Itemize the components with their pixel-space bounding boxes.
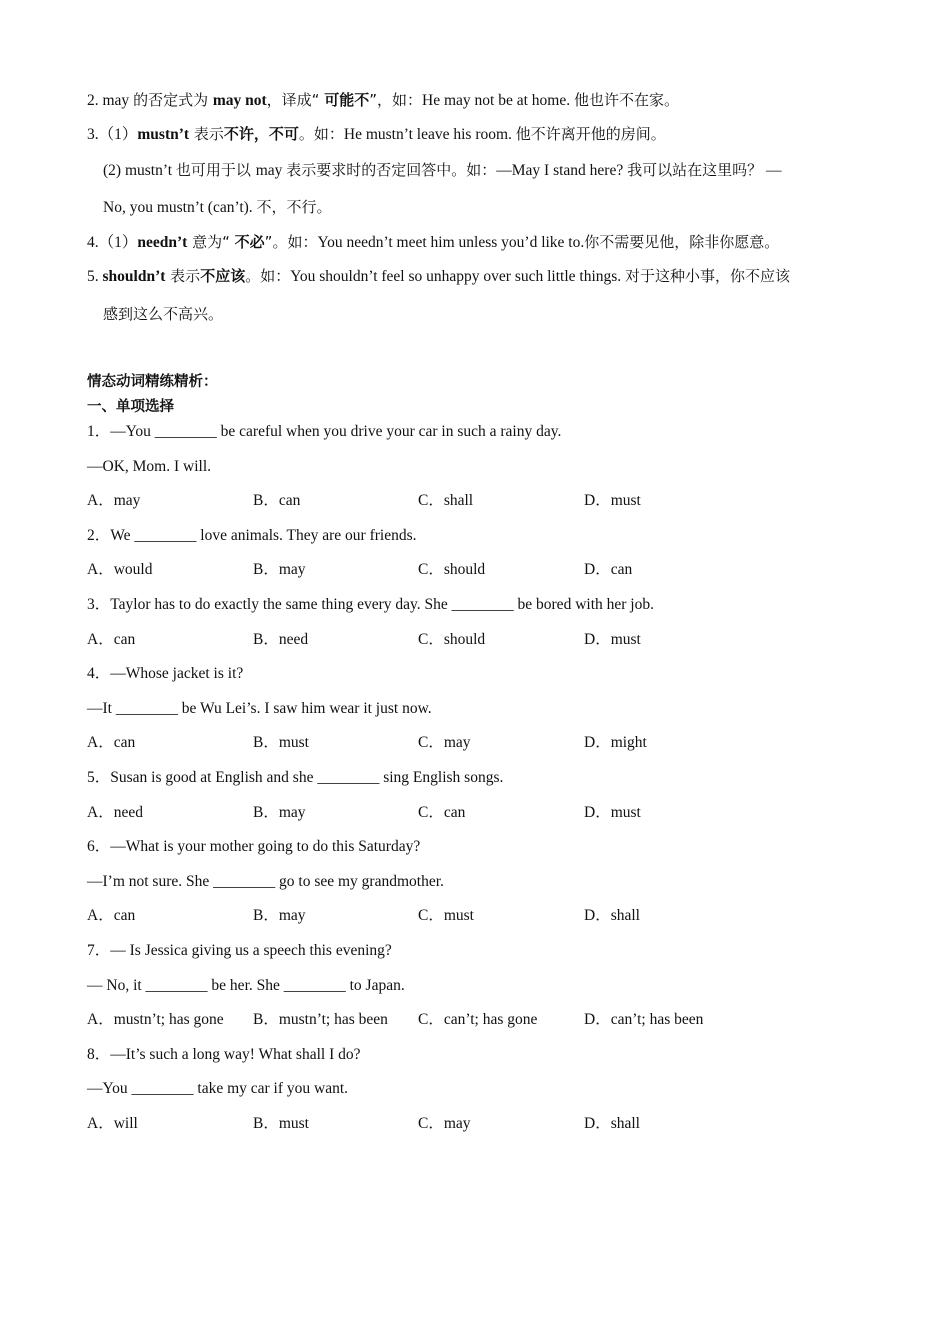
answer-option[interactable]: B．must [253,734,309,751]
question-stem: 4．—Whose jacket is it? [87,665,244,682]
answer-option[interactable]: D．shall [584,1115,640,1132]
answer-option[interactable]: B．may [253,804,306,821]
answer-option[interactable]: A．would [87,561,153,578]
answer-option[interactable]: A．can [87,631,136,648]
note-3-2-cont: No, you mustn’t (can’t). 不，不行。 [103,198,332,216]
section-title: 情态动词精练精析： [87,374,218,390]
answer-option[interactable]: A．can [87,734,136,751]
answer-option[interactable]: B．must [253,1115,309,1132]
answer-option[interactable]: B．mustn’t; has been [253,1011,388,1028]
note-5: 5. shouldn’t 表示不应该。如：You shouldn’t feel so unhappy over such little things. 对于这种小事，你不应该 [87,267,791,285]
question-dialogue-line: —OK, Mom. I will. [87,458,211,475]
question-dialogue-line: —You ________ take my car if you want. [87,1080,349,1097]
note-3: 3.（1）mustn’t 表示不许，不可。如：He mustn’t leave his room. 他不许离开他的房间。 [87,125,666,143]
answer-option[interactable]: C．may [418,734,471,751]
answer-option[interactable]: C．can’t; has gone [418,1011,538,1028]
note-3-2: (2) mustn’t 也可用于以 may 表示要求时的否定回答中。如：—May I stand here? 我可以站在这里吗？ — [103,161,782,179]
note-2: 2. may 的否定式为 may not，译成“ 可能不”，如：He may not be at home. 他也许不在家。 [87,91,679,109]
note-4: 4.（1）needn’t 意为“ 不必”。如：You needn’t meet him unless you’d like to.你不需要见他，除非你愿意。 [87,233,780,251]
answer-option[interactable]: C．can [418,804,466,821]
answer-option[interactable]: C．should [418,631,486,648]
answer-option[interactable]: B．may [253,561,306,578]
answer-option[interactable]: C．should [418,561,486,578]
answer-option[interactable]: B．need [253,631,309,648]
answer-option[interactable]: C．may [418,1115,471,1132]
answer-option[interactable]: D．must [584,804,641,821]
question-stem: 3．Taylor has to do exactly the same thing every day. She ________ be bored with her job. [87,596,654,613]
answer-option[interactable]: D．can’t; has been [584,1011,704,1028]
answer-option[interactable]: A．need [87,804,143,821]
question-stem: 1．—You ________ be careful when you drive your car in such a rainy day. [87,423,562,440]
question-stem: 5．Susan is good at English and she ________ sing English songs. [87,769,504,786]
answer-option[interactable]: C．must [418,907,474,924]
answer-option[interactable]: A．mustn’t; has gone [87,1011,224,1028]
answer-option[interactable]: A．can [87,907,136,924]
question-dialogue-line: —It ________ be Wu Lei’s. I saw him wear it just now. [87,700,432,717]
answer-option[interactable]: D．might [584,734,647,751]
answer-option[interactable]: A．may [87,492,141,509]
answer-option[interactable]: D．can [584,561,633,578]
question-dialogue-line: — No, it ________ be her. She ________ to Japan. [87,977,405,994]
question-dialogue-line: —I’m not sure. She ________ go to see my grandmother. [87,873,444,890]
answer-option[interactable]: B．can [253,492,301,509]
answer-option[interactable]: C．shall [418,492,474,509]
answer-option[interactable]: D．must [584,492,641,509]
question-stem: 7．— Is Jessica giving us a speech this evening? [87,942,392,959]
question-stem: 6．—What is your mother going to do this Saturday? [87,838,421,855]
answer-option[interactable]: B．may [253,907,306,924]
answer-option[interactable]: D．shall [584,907,640,924]
question-stem: 8．—It’s such a long way! What shall I do? [87,1046,361,1063]
question-stem: 2．We ________ love animals. They are our friends. [87,527,417,544]
answer-option[interactable]: A．will [87,1115,138,1132]
answer-option[interactable]: D．must [584,631,641,648]
note-5-cont: 感到这么不高兴。 [103,305,224,323]
section-subtitle: 一、单项选择 [87,399,174,415]
